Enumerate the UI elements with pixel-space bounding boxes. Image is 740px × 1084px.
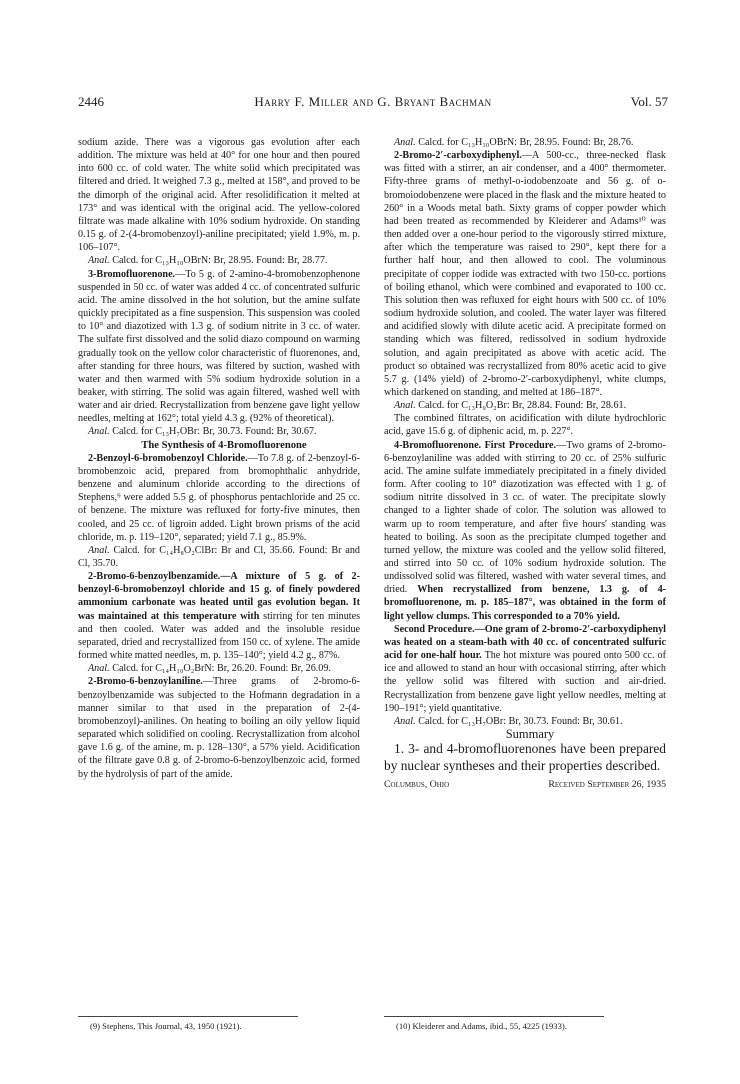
paragraph-text: —To 7.8 g. of 2-benzoyl-6-bromobenzoic acid, prepared from bromophthalic anhydride, benzene and aluminum chloride according to the directions of Stephens,⁹ were added 5.5 g. of phosphorus pentachloride and 25 cc. of benzene. The mixture was refluxed for forty-five minutes, then cooled, and 25 cc. of ligroin added. Light brown prisms of the acid chloride, m. p. 119–120°, separated; yield 7.1 g., 85.9%. [78,452,360,543]
analysis-line [78,425,360,438]
received-date: Received September 26, 1935 [548,779,666,791]
paragraph-4-bromofluorenone-first [384,439,666,623]
anal-text: Calcd. for C₁₃H₁₀OBrN: Br, 28.95. Found: Br, 28.77. [112,255,328,267]
paragraph-text: The hot mixture was poured onto 500 cc. of ice and allowed to stand an hour with occasional stirring, after which the yellow solid was filtered with suction and air-dried. Recrystallization from benzene gave light yellow needles, melting at 190–191°; yield quantitative. [384,650,666,714]
compound-heading: 2-Bromo-6-benzoylaniline. [88,676,203,688]
running-header [78,94,668,112]
summary-heading: Summary [505,727,555,742]
paragraph-text: —To 5 g. of 2-amino-4-bromobenzophenone suspended in 50 cc. of water was added 4 cc. of concentrated sulfuric acid. The amine dissolved in the hot solution, but the amine sulfate quickly precipitated as a fine suspension. This suspension was cooled to 10° and diazotized with 1.3 g. of sodium nitrite in 3 cc. of water. The sulfate first dissolved and the solid diazo compound on warming gradually took on the yellow color characteristic of fluorenones, and, after standing for three hours, was filtered by suction, washed with water and then warmed with 5% sodium hydroxide solution in a beaker, with stirring. The solid was again filtered, washed well with water and air dried. Recrystallization from benzene gave light yellow needles, melting at 162°; total yield 4.3 g. (92% of theoretical). [78,268,360,425]
anal-label: Anal. [88,544,110,556]
anal-label: Anal. [394,715,416,727]
anal-label: Anal. [394,137,416,148]
analysis-line [78,254,360,267]
paragraph-carboxydiphenyl [384,149,666,399]
anal-text: Calcd. for C₁₄H₈O₂ClBr: Br and Cl, 35.66. Found: Br and Cl, 35.70. [78,544,360,569]
analysis-line [78,544,360,570]
compound-heading: 2-Benzoyl-6-bromobenzoyl Chloride. [88,452,248,464]
summary-text: 1. 3- and 4-bromofluorenones have been prepared by nuclear syntheses and their properties described. [384,741,666,773]
page-number: 2446 [78,94,104,109]
footnote-rule-right [384,1016,604,1017]
anal-text: Calcd. for C₁₃H₉O₂Br: Br, 28.84. Found: Br, 28.61. [418,400,627,412]
section-title: The Synthesis of 4-Bromofluorenone [141,439,307,451]
analysis-line [78,662,360,675]
bold-run: Second Procedure.—One gram of 2-bromo-2′-carboxydiphenyl was heated on a steam-bath with 40 cc. of concentrated sulfuric acid for one-half hour. [384,623,666,662]
footnote-9: (9) Stephens, This Journal, 43, 1950 (1921). [90,1021,242,1031]
left-column [78,136,360,781]
compound-heading: 2-Bromo-2′-carboxydiphenyl. [394,150,522,162]
signature-line [384,778,666,791]
paragraph-azide-continuation: sodium azide. There was a vigorous gas evolution after each addition. The mixture was held at 40° for one hour and then poured into 600 cc. of cold water. The white solid which precipitated was filtered and dried. It weighed 7.3 g., melted at 158°, and proved to be the dimorph of the original acid. After resolidification it melted at 173° and was identical with the original acid. The yellow-colored filtrate was made alkaline with 10% sodium hydroxide. On standing 0.15 g. of 2-(4-bromobenzoyl)-aniline precipitated; yield 1.9%, m. p. 106–107°. [78,137,360,254]
anal-label: Anal. [88,255,110,267]
compound-heading: 4-Bromofluorenone. First Procedure. [394,439,557,451]
anal-text: Calcd. for C₁₃H₇OBr: Br, 30.73. Found: Br, 30.67. [112,426,317,438]
paragraph-acid-chloride [78,452,360,544]
anal-text: Calcd. for C₁₃H₇OBr: Br, 30.73. Found: Br, 30.61. [418,715,623,727]
paragraph-aniline [78,675,360,780]
running-title: Harry F. Miller and G. Bryant Bachman [254,94,492,109]
anal-text: Calcd. for C₁₄H₁₀O₂BrN: Br, 26.20. Found: Br, 26.09. [112,663,331,675]
footnote-rule-left [78,1016,298,1017]
anal-label: Anal. [88,426,110,438]
place-label: Columbus, Ohio [384,779,450,791]
footnote-10: (10) Kleiderer and Adams, ibid., 55, 4225 (1933). [396,1021,567,1031]
paragraph-benzamide [78,570,360,662]
anal-text: Calcd. for C₁₃H₁₀OBrN: Br, 28.95. Found: Br, 28.76. [418,137,634,148]
anal-label: Anal. [394,400,416,412]
paragraph-text: —Three grams of 2-bromo-6-benzoylbenzamide was subjected to the Hofmann degradation in a manner similar to that used in the preparation of 2-(4-bromobenzoyl)-anilines. On heating to boiling an oily yellow liquid separated which solidified on cooling. Recrystallization from alcohol gave 1.6 g. of the amine, m. p. 128–130°, a 57% yield. Acidification of the filtrate gave 0.8 g. of 2-bromo-6-benzoylbenzoic acid, formed by the hydrolysis of part of the amide. [78,676,360,780]
paragraph-second-procedure [384,623,666,715]
bold-run: 2-Bromo-6-benzoylbenzamide.—A mixture of 5 g. of 2-benzoyl-6-bromobenzoyl chloride and 15 g. of finely powdered ammonium carbonate was heated until gas evolution began. It was maintained at this temperature with [78,571,360,622]
anal-label: Anal. [88,663,110,675]
analysis-line [384,399,666,412]
paragraph-diphenic-acid: The combined filtrates, on acidification with dilute hydrochloric acid, gave 15.6 g. of diphenic acid, m. p. 227°. [384,413,666,438]
bold-run: When recrystallized from benzene, 1.3 g. of 4-bromofluorenone, m. p. 185–187°, was obtained in the form of light yellow clumps. This corresponded to a 70% yield. [384,584,667,622]
analysis-line [384,136,666,149]
volume-label: Vol. 57 [630,94,668,109]
paragraph-text: —Two grams of 2-bromo-6-benzoylaniline was added with stirring to 20 cc. of 25% sulfuric acid. The amine sulfate immediately precipitated in a finely divided form. After cooling to 10° diazotization was effected with 1 g. of sodium nitrite dissolved in 3 cc. of water. The precipitate slowly changed to a lighter shade of color. The solution was allowed to warm up to room temperature, and after five hours' standing was heated to boiling. As soon as the precipitate clumped together and turned yellow, the mixture was cooled and the yellow solid filtered, and stirred into 50 cc. of 10% sodium hydroxide solution. The undissolved solid was filtered, washed with water several times, and dried. [384,439,666,596]
paragraph-3-bromofluorenone [78,268,360,426]
paragraph-text: —A 500-cc., three-necked flask was fitted with a stirrer, an air condenser, and a 400° thermometer. Fifty-three grams of methyl-o-iodobenzoate and 56 g. of o-bromoiodobenzene were placed in the flask and the mixture heated to 260° in a Woods metal bath. Sixty grams of copper powder which had been treated as recommended by Kleiderer and Adams¹⁰ was then added over a one-hour period to the vigorously stirred mixture, after which the temperature was raised to 290°, kept there for a further half hour, and then allowed to cool. The voluminous precipitate of copper iodide was extracted with two 150-cc. portions of boiling ethanol, which were combined and evaporated to 100 cc. This solution then was refluxed for eight hours with 500 cc. of 10% sodium hydroxide solution, and cooled. The water layer was filtered and acidified slowly with dilute acetic acid. A precipitate formed on standing which was filtered, redissolved in sodium hydroxide solution, and again precipitated as above with acetic acid. The product so obtained was recrystallized from 80% acetic acid to give 5.7 g. (14% yield) of 2-bromo-2′-carboxydiphenyl, white clumps, which darkened on standing, and melted at 186–187°. [384,150,666,398]
right-column [384,136,666,791]
paragraph-text: stirring for ten minutes and then cooled. Water was added and the insoluble residue separated, dried and recrystallized from 150 cc. of xylene. The amide formed white matted needles, m. p. 135–140°; yield 4.2 g., 87%. [78,610,361,662]
compound-heading: 3-Bromofluorenone. [88,268,176,280]
